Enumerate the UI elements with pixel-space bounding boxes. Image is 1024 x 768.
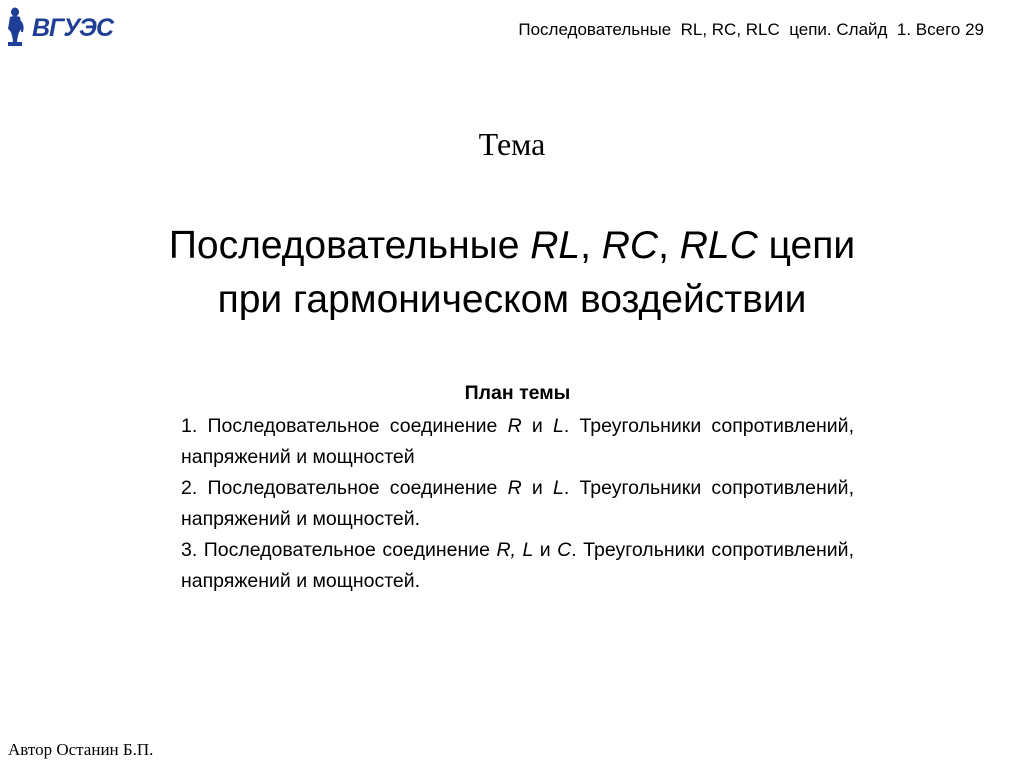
plan-item-text: и [521, 415, 553, 437]
plan-item-text: 3. Последовательное соединение [181, 539, 497, 561]
title-separator: , [580, 224, 602, 267]
main-title-line-1 [0, 219, 1024, 273]
title-suffix: цепи [757, 224, 856, 267]
plan-item-variable: C [557, 539, 572, 561]
plan-heading: План темы [464, 382, 571, 404]
topic-label: Тема [478, 126, 546, 162]
title-rlc: RLC [679, 224, 758, 267]
plan-item-variable: R [507, 477, 522, 499]
plan-item-text: . Треугольники сопротивлений, напряжений и мощностей. [181, 539, 854, 592]
plan-item-text: 1. Последовательное соединение [181, 415, 508, 437]
plan-item-variable: R [507, 415, 522, 437]
main-title-line-2: при гармоническом воздействии [217, 278, 807, 321]
author-credit: Автор Останин Б.П. [8, 740, 154, 759]
slide-header: Последовательные RL, RC, RLC цепи. Слайд 1. Всего 29 [518, 20, 984, 39]
plan-item-text: . Треугольники сопротивлений, напряжений и мощностей [181, 415, 854, 468]
plan-item-text: и [521, 477, 553, 499]
plan-item-variable: L [552, 415, 564, 437]
title-rl: RL [530, 224, 581, 267]
logo-emblem-icon [8, 8, 24, 47]
plan-item-2 [181, 473, 854, 535]
plan-item-text: 2. Последовательное соединение [181, 477, 508, 499]
plan-section [181, 376, 854, 597]
plan-item-text: и [533, 539, 558, 561]
logo-text: ВГУЭС [32, 14, 114, 42]
title-prefix: Последовательные [168, 224, 531, 267]
main-title [0, 219, 1024, 327]
plan-item-3 [181, 535, 854, 597]
plan-item-variable: R, L [496, 539, 534, 561]
university-logo [4, 4, 116, 48]
plan-item-text: . Треугольники сопротивлений, напряжений и мощностей. [181, 477, 854, 530]
plan-item-1 [181, 411, 854, 473]
title-separator: , [658, 224, 680, 267]
plan-item-variable: L [552, 477, 564, 499]
title-rc: RC [601, 224, 659, 267]
